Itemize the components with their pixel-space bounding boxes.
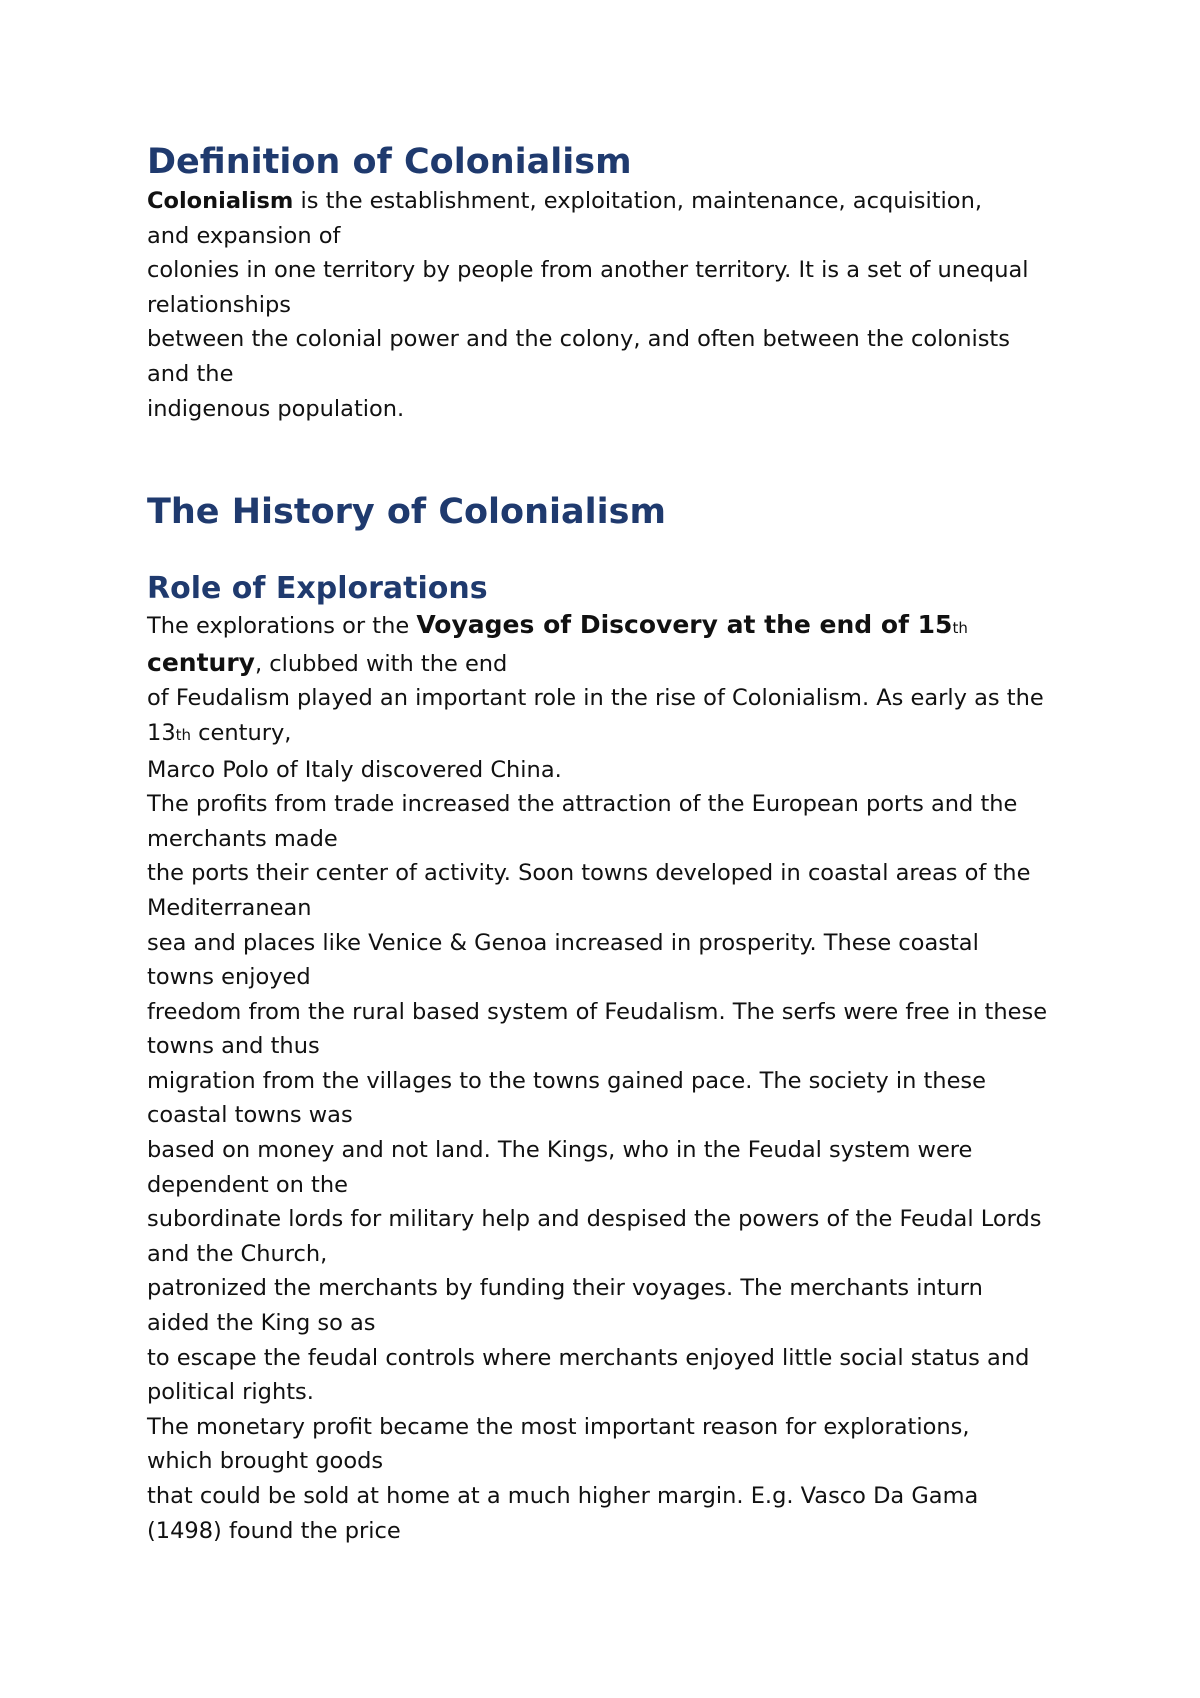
definition-line: between the colonial power and the colony, and often between the colonists [147, 326, 1010, 353]
body-line: Mediterranean [147, 894, 312, 921]
definition-line: and the [147, 360, 234, 387]
body-line: Marco Polo of Italy discovered China. [147, 756, 562, 783]
body-line: and the Church, [147, 1240, 328, 1267]
body-line: of Feudalism played an important role in the rise of Colonialism. As early as the [147, 685, 1044, 712]
body-line: which brought goods [147, 1448, 384, 1475]
document-page [147, 140, 1087, 1548]
body-line: towns and thus [147, 1033, 320, 1060]
body-line: patronized the merchants by funding their voyages. The merchants inturn [147, 1275, 983, 1302]
body-line: subordinate lords for military help and despised the powers of the Feudal Lords [147, 1206, 1042, 1233]
body-line: 13th century, [147, 719, 292, 746]
subsection-title-explorations: Role of Explorations [147, 571, 488, 607]
body-line: coastal towns was [147, 1102, 353, 1129]
body-line: The monetary profit became the most important reason for explorations, [147, 1413, 970, 1440]
body-line: aided the King so as [147, 1310, 376, 1337]
body-line: that could be sold at home at a much higher margin. E.g. Vasco Da Gama [147, 1483, 979, 1509]
body-line: century, clubbed with the end [147, 647, 508, 677]
body-line: (1498) found the price [147, 1517, 401, 1544]
body-line: to escape the feudal controls where merchants enjoyed little social status and [147, 1344, 1030, 1371]
definition-line: relationships [147, 291, 291, 318]
definition-line: colonies in one territory by people from another territory. It is a set of unequal [147, 257, 1029, 284]
body-line: sea and places like Venice & Genoa increased in prosperity. These coastal [147, 929, 979, 956]
body-line: The profits from trade increased the attraction of the European ports and the [147, 791, 1018, 818]
body-line: migration from the villages to the towns gained pace. The society in these [147, 1067, 986, 1094]
body-line: merchants made [147, 825, 338, 852]
term-colonialism: Colonialism [147, 188, 294, 214]
section-title-history: The History of Colonialism [147, 492, 666, 533]
body-line: freedom from the rural based system of Feudalism. The serfs were free in these [147, 998, 1048, 1025]
body-line: towns enjoyed [147, 964, 311, 991]
definition-line: and expansion of [147, 222, 341, 249]
century-word: century [147, 647, 255, 677]
body-line: based on money and not land. The Kings, who in the Feudal system were [147, 1137, 973, 1164]
definition-line: indigenous population. [147, 395, 405, 422]
body-line: dependent on the [147, 1171, 348, 1198]
definition-line [147, 184, 1087, 219]
definition-line-rest: is the establishment, exploitation, maintenance, acquisition, [293, 188, 982, 214]
voyages-of-discovery-phrase: Voyages of Discovery at the end of 15 [416, 610, 953, 640]
body-line: the ports their center of activity. Soon towns developed in coastal areas of the [147, 860, 1031, 887]
body-line: The explorations or the Voyages of Discovery at the end of 15th [147, 610, 968, 640]
body-line: political rights. [147, 1379, 314, 1406]
section-title-definition: Definition of Colonialism [147, 142, 632, 182]
